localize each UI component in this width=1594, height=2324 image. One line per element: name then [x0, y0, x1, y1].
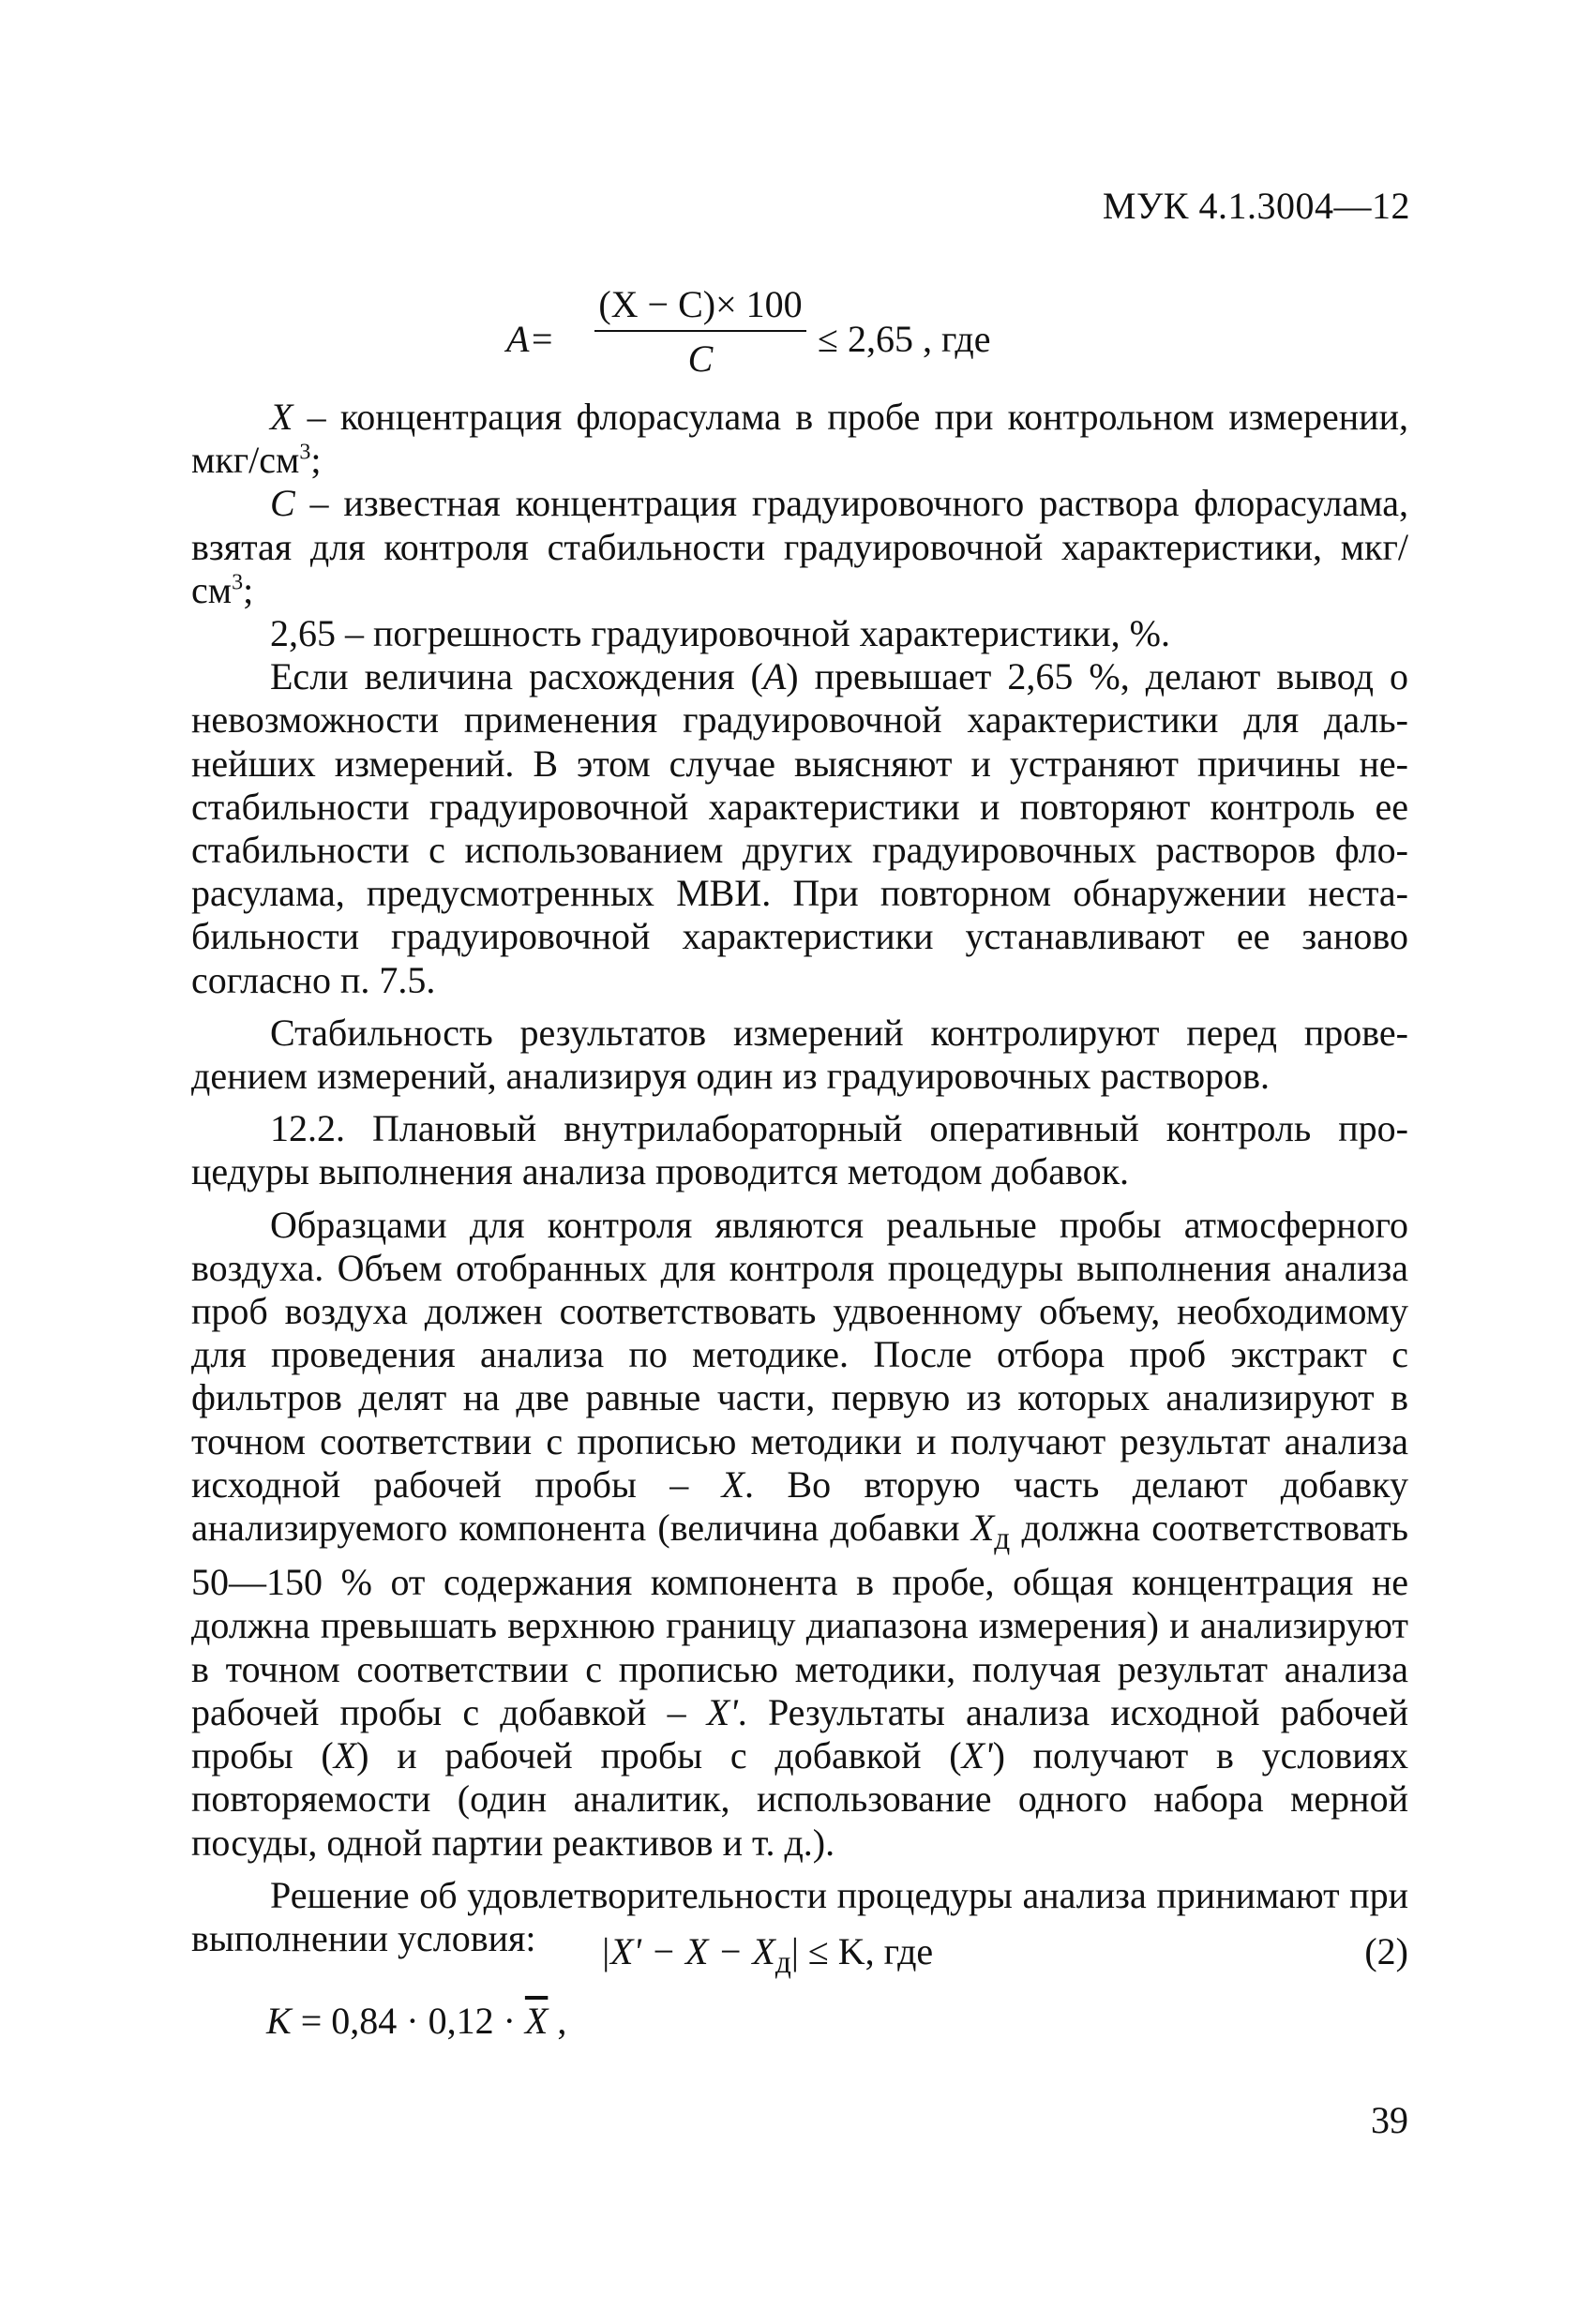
definition-c-text: – известная концентрация градуировочного раствора флорасулама, взятая для контроля стабильности градуировочной характеристики, мкг/см — [191, 482, 1408, 611]
text-run: Образцами для контроля являются реальные пробы атмосферного воздуха. Объем отобранных для контроля процедуры выполнения анализа проб воздуха должен соответствовать удвоенному объему, необходимому для проведения анализа по методике. После отбора проб экстракт с фильтров делят на две равные части, первую из которых анализируют в точном соответствии с прописью методики и получают результат анализа исходной рабочей пробы – — [191, 1203, 1408, 1506]
paragraph-12-2: 12.2. Плановый внутрилабораторный оперативный контроль процедуры выполнения анализа проводится методом добавок. — [191, 1107, 1408, 1193]
text-run: . Во вторую часть делают добавку анализируемого компонента (величина добавки — [191, 1462, 1409, 1550]
subscript: д — [994, 1522, 1011, 1557]
text-run: . Результаты анализа исходной рабочей пробы ( — [191, 1690, 1409, 1777]
subscript: д — [774, 1945, 791, 1980]
definition-x — [191, 396, 1408, 482]
formula-rhs: ≤ 2,65 , где — [818, 318, 991, 360]
formula-lhs: A= — [506, 318, 555, 360]
paragraph-decision: Решение об удовлетворительности процедуры анализа принимают при выполнении условия: — [191, 1873, 1408, 1959]
var-x-mean: $\overline{X}$ — [524, 2000, 549, 2042]
definition-x-text: – концентрация флорасулама в пробе при контрольном измерении, мкг/см — [191, 396, 1408, 482]
fraction-bar — [594, 330, 806, 332]
var-x: X — [721, 1462, 745, 1506]
var-x: X — [270, 396, 293, 438]
superscript: 3 — [299, 440, 311, 465]
formula-numerator: (X − C)× 100 — [598, 283, 803, 325]
punct: , — [548, 2000, 567, 2042]
definition-error: 2,65 – погрешность градуировочной характеристики, %. — [270, 612, 1170, 655]
punct: ; — [243, 568, 254, 611]
definition-c — [191, 482, 1408, 612]
superscript: 3 — [232, 570, 244, 595]
var-a: A — [762, 655, 787, 698]
paragraph-samples — [191, 1204, 1408, 1865]
body-text — [191, 396, 1408, 1960]
var-x-prime: X' — [961, 1734, 993, 1777]
punct: ; — [310, 439, 322, 482]
equation-number: (2) — [1364, 1930, 1408, 1972]
document-code: МУК 4.1.3004—12 — [1102, 185, 1410, 227]
formula-fraction — [594, 281, 806, 382]
var-k: K — [266, 2000, 292, 2042]
paragraph-stability: Стабильность результатов измерений контролируют перед проведением измерений, анализируя один из градуировочных растворов. — [191, 1011, 1408, 1098]
var-c: C — [270, 482, 295, 525]
equation-2-right: | ≤ K, где — [790, 1930, 934, 1972]
var-xd: X — [970, 1507, 995, 1550]
equation-2-left: |X' − X − X — [600, 1930, 775, 1972]
text-run: ) получают в условиях повторяемости (один аналитик, использование одного набора мерной посуды, одной партии реактивов и т. д.). — [191, 1734, 1408, 1864]
formula-denominator: C — [687, 337, 714, 380]
page-number: 39 — [1371, 2099, 1408, 2141]
text-run: Если величина расхождения ( — [270, 655, 763, 698]
text-run: должна соответствовать 50—150 % от содержания компонента в пробе, общая концентрация не должна превышать верхнюю границу диапазона измерения) и анализируют в точном соответствии с прописью методики, получая результат анализа рабочей пробы с добавкой – — [191, 1507, 1408, 1733]
var-x: X — [333, 1734, 357, 1777]
equation-2 — [600, 1929, 933, 1981]
text-run: ) превышает 2,65 %, делают вывод о невозможности применения градуировочной характеристики для дальнейших измерений. В этом случае выясняют и устраняют причины нестабильности градуировочной характеристики и повторяют контроль ее стабильности с использованием других градуировочных растворов флорасулама, предусмотренных МВИ. При повторном обнаружении нестабильности градуировочной характеристики устанавливают ее заново согласно п. 7.5. — [191, 655, 1408, 1001]
paragraph-deviation — [191, 655, 1408, 1002]
text-run: ) и рабочей пробы с добавкой ( — [356, 1734, 962, 1777]
var-x-prime: X' — [706, 1690, 738, 1733]
equation-k-middle: = 0,84 · 0,12 · — [291, 2000, 525, 2042]
equation-k — [266, 1999, 566, 2043]
